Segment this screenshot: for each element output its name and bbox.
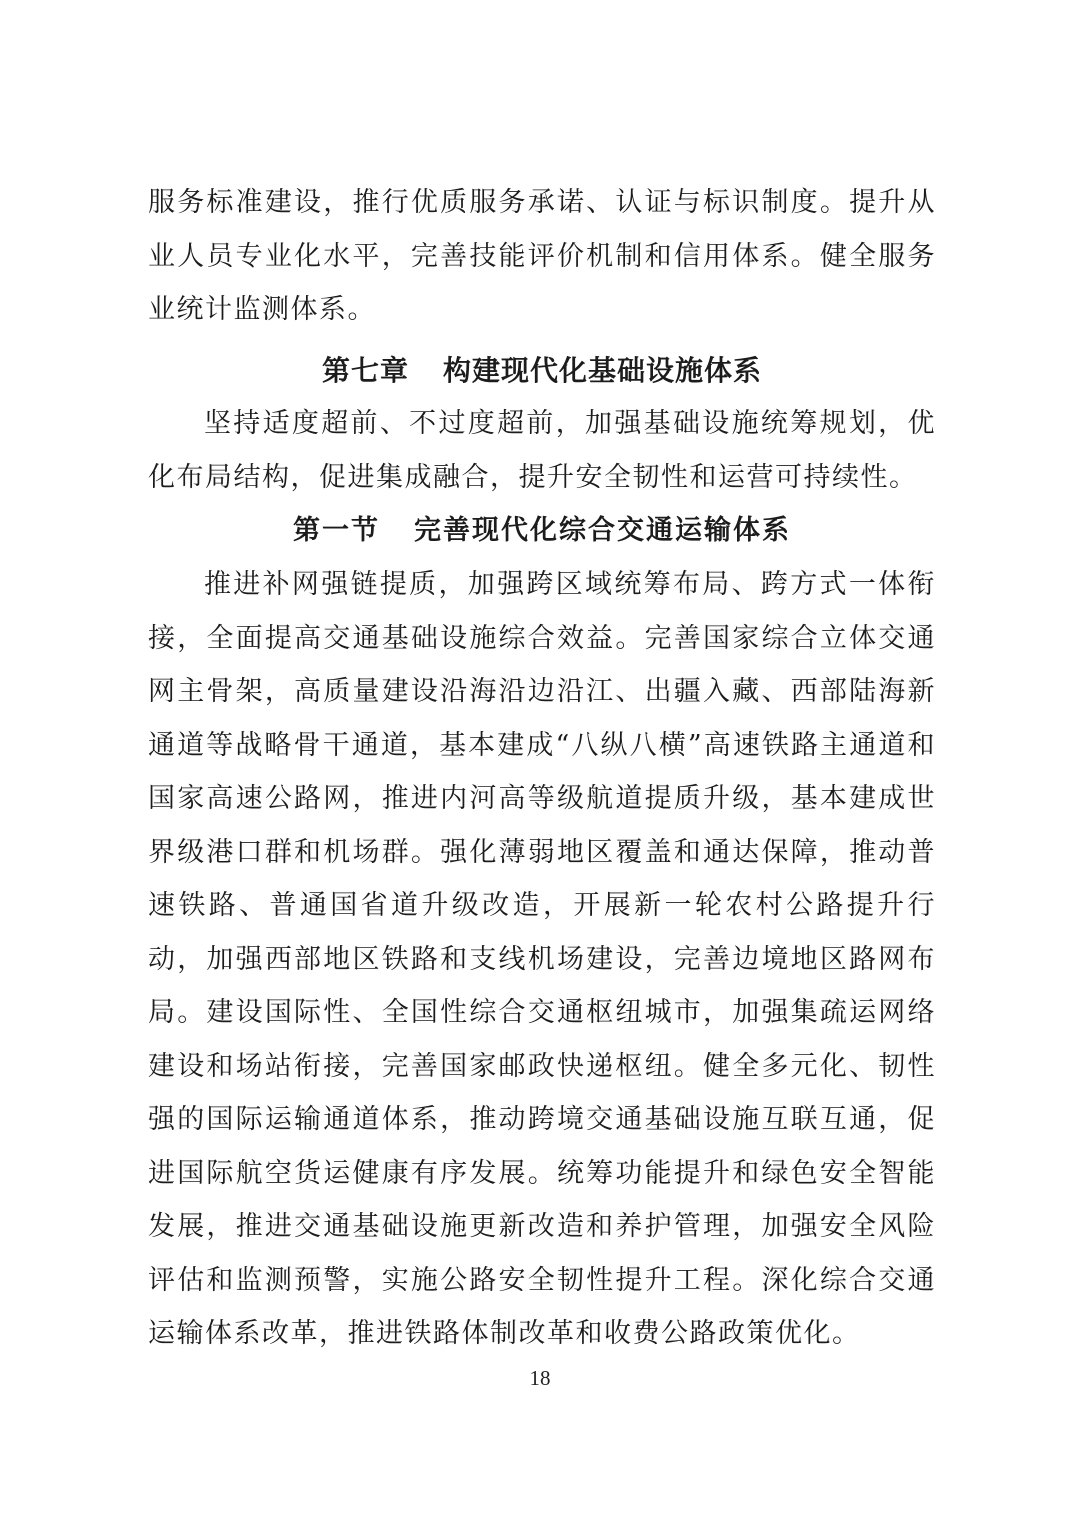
chapter-title: 构建现代化基础设施体系 xyxy=(443,354,763,387)
chapter-number: 第七章 xyxy=(321,354,409,387)
chapter-heading xyxy=(148,344,936,398)
page-number: 18 xyxy=(529,1366,551,1390)
paragraph-continued: 服务标准建设，推行优质服务承诺、认证与标识制度。提升从业人员专业化水平，完善技能评价机制和信用体系。健全服务业统计监测体系。 xyxy=(148,187,936,325)
section-title: 完善现代化综合交通运输体系 xyxy=(414,515,791,546)
chapter-intro-paragraph: 坚持适度超前、不过度超前，加强基础设施统筹规划，优化布局结构，促进集成融合，提升安全韧性和运营可持续性。 xyxy=(148,408,936,493)
section-heading xyxy=(148,504,936,558)
section-body-paragraph: 推进补网强链提质，加强跨区域统筹布局、跨方式一体衔接，全面提高交通基础设施综合效益。完善国家综合立体交通网主骨架，高质量建设沿海沿边沿江、出疆入藏、西部陆海新通道等战略骨干通道，基本建成“八纵八横”高速铁路主通道和国家高速公路网，推进内河高等级航道提质升级，基本建成世界级港口群和机场群。强化薄弱地区覆盖和通达保障，推动普速铁路、普通国省道升级改造，开展新一轮农村公路提升行动，加强西部地区铁路和支线机场建设，完善边境地区路网布局。建设国际性、全国性综合交通枢纽城市，加强集疏运网络建设和场站衔接，完善国家邮政快递枢纽。健全多元化、韧性强的国际运输通道体系，推动跨境交通基础设施互联互通，促进国际航空货运健康有序发展。统筹功能提升和绿色安全智能发展，推进交通基础设施更新改造和养护管理，加强安全风险评估和监测预警，实施公路安全韧性提升工程。深化综合交通运输体系改革，推进铁路体制改革和收费公路政策优化。 xyxy=(148,569,936,1349)
section-number: 第一节 xyxy=(293,515,380,546)
